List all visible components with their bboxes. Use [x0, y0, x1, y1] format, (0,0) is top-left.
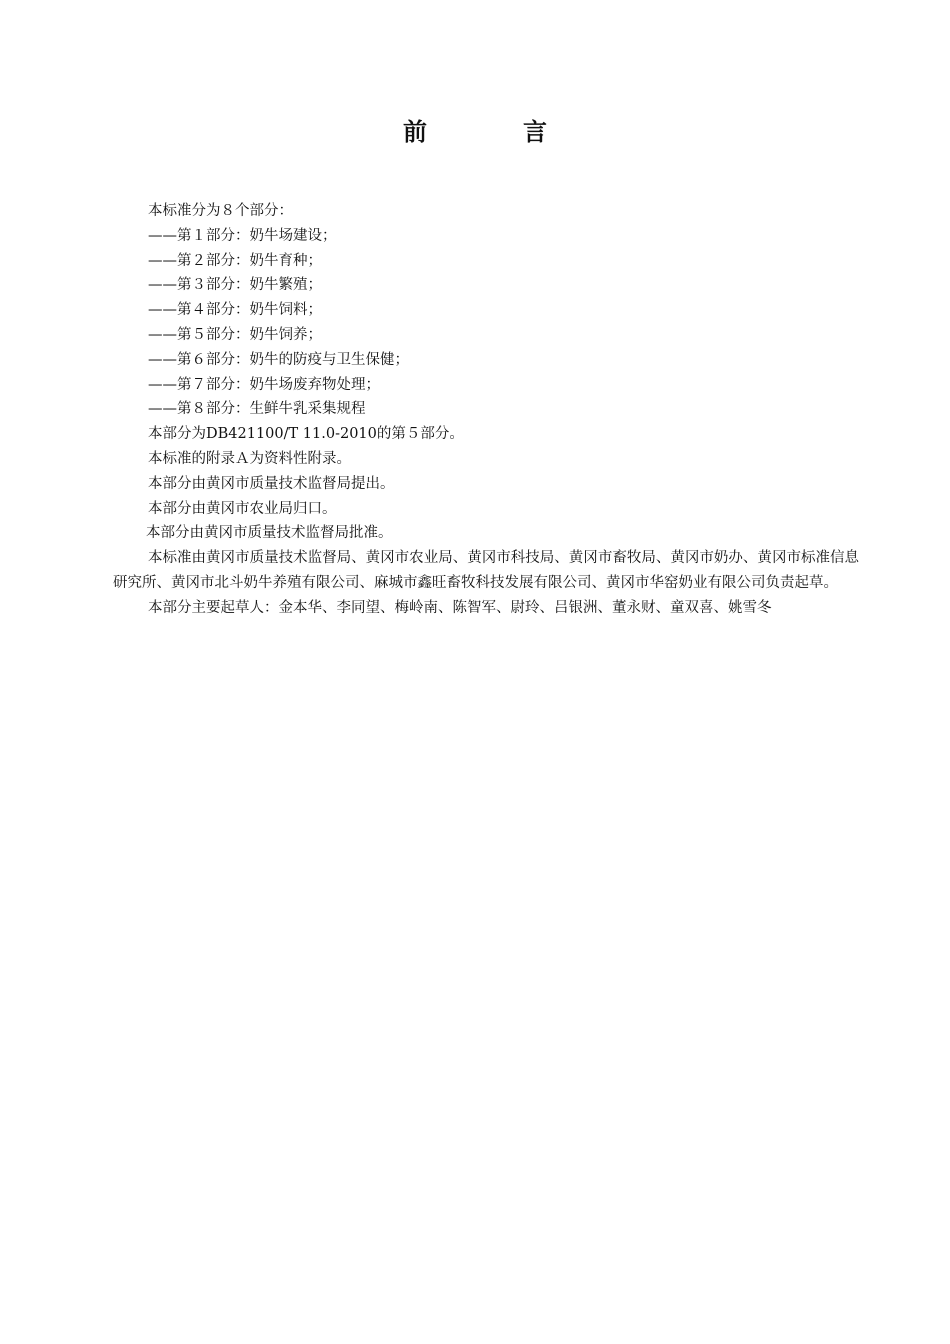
part-item: ——第１部分：奶牛场建设；	[148, 227, 337, 244]
drafters-paragraph: 本部分主要起草人：金本华、李同望、梅岭南、陈智军、尉玲、吕银洲、董永财、童双喜、姚雪冬	[148, 599, 772, 616]
statement-line: 本部分为DB421100/T 11.0-2010的第５部分。	[148, 426, 464, 443]
page-title: 前 言	[403, 118, 583, 146]
foreword-body	[113, 199, 859, 621]
part-item: ——第８部分：生鲜牛乳采集规程	[148, 401, 366, 418]
statement-line: 本标准的附录Ａ为资料性附录。	[148, 450, 351, 467]
statement-line: 本部分由黄冈市农业局归口。	[148, 500, 337, 517]
part-item: ——第６部分：奶牛的防疫与卫生保健；	[148, 351, 409, 368]
part-item: ——第５部分：奶牛饲养；	[148, 326, 322, 343]
part-item: ——第３部分：奶牛繁殖；	[148, 277, 322, 294]
statement-line: 本部分由黄冈市质量技术监督局提出。	[148, 475, 395, 492]
part-item: ——第７部分：奶牛场废弃物处理；	[148, 376, 380, 393]
intro-line: 本标准分为８个部分：	[148, 203, 293, 219]
statement-line: 本部分由黄冈市质量技术监督局批准。	[146, 525, 393, 542]
part-item: ——第２部分：奶牛育种；	[148, 252, 322, 269]
drafting-units-paragraph: 本标准由黄冈市质量技术监督局、黄冈市农业局、黄冈市科技局、黄冈市畜牧局、黄冈市奶办、黄冈市标准信息研究所、黄冈市北斗奶牛养殖有限公司、麻城市鑫旺畜牧科技发展有限公司、黄冈市华窑奶业有限公司负责起草。	[113, 550, 859, 591]
part-item: ——第４部分：奶牛饲料；	[148, 302, 322, 319]
